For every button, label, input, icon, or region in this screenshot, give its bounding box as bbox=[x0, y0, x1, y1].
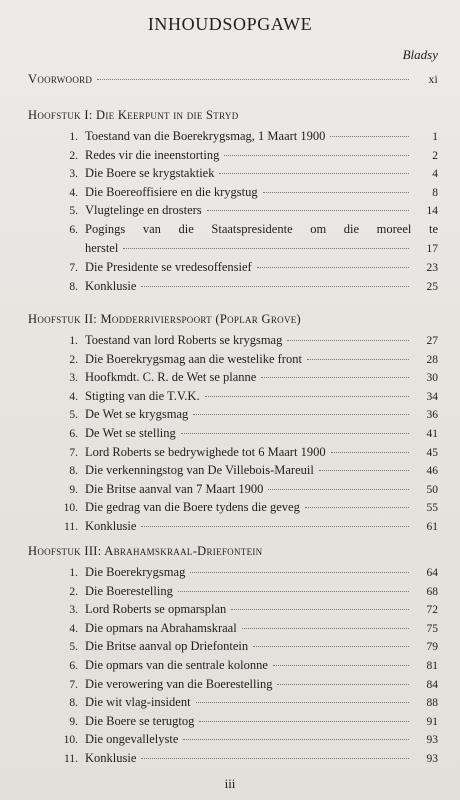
toc-entry[interactable] bbox=[28, 350, 438, 369]
entry-number: 11. bbox=[64, 752, 78, 765]
dot-leader bbox=[253, 646, 409, 647]
entry-page: 17 bbox=[426, 242, 438, 255]
entry-title: Die ongevallelyste bbox=[85, 732, 179, 747]
entry-title: Die Boere se terugtog bbox=[85, 713, 195, 728]
chapter-section-3 bbox=[28, 544, 438, 768]
entry-page: 34 bbox=[426, 390, 438, 403]
entry-title: Die Boerestelling bbox=[85, 583, 173, 598]
entry-page: 27 bbox=[426, 335, 438, 347]
toc-entry[interactable] bbox=[28, 749, 438, 768]
dot-leader bbox=[219, 173, 409, 174]
toc-entry[interactable] bbox=[28, 461, 438, 480]
entry-number: 1. bbox=[69, 335, 78, 347]
toc-entry[interactable] bbox=[28, 201, 438, 220]
toc-entry[interactable] bbox=[28, 656, 438, 675]
voorwoord-label: Voorwoord bbox=[28, 72, 93, 86]
entry-page: 61 bbox=[426, 520, 438, 533]
entry-number: 2. bbox=[69, 585, 78, 598]
voorwoord-page: xi bbox=[428, 74, 438, 86]
entry-page: 75 bbox=[426, 622, 438, 635]
toc-entry[interactable] bbox=[28, 637, 438, 656]
chapter-heading: Hoofstuk III: Abrahamskraal-Driefontein bbox=[28, 544, 263, 558]
entry-page: 4 bbox=[432, 168, 438, 181]
entry-number: 10. bbox=[63, 502, 78, 515]
dot-leader bbox=[261, 377, 409, 378]
toc-entry[interactable] bbox=[28, 331, 438, 350]
toc-entry[interactable] bbox=[28, 405, 438, 424]
entry-title: Hoofkmdt. C. R. de Wet se planne bbox=[85, 370, 257, 385]
dot-leader bbox=[242, 628, 409, 629]
entry-number: 6. bbox=[69, 659, 78, 672]
entry-number: 7. bbox=[69, 678, 78, 691]
toc-entry[interactable] bbox=[28, 368, 438, 387]
entry-page: 36 bbox=[426, 409, 438, 422]
entry-number: 3. bbox=[69, 168, 78, 181]
dot-leader bbox=[193, 414, 409, 415]
entry-page: 84 bbox=[426, 678, 438, 691]
toc-entry[interactable] bbox=[28, 127, 438, 146]
entry-number: 1. bbox=[69, 131, 78, 143]
entry-page: 72 bbox=[426, 604, 438, 617]
entry-title: Die Boerekrygsmag bbox=[85, 565, 186, 579]
toc-entry[interactable] bbox=[28, 480, 438, 499]
entry-title: Konklusie bbox=[85, 518, 137, 533]
entry-number: 8. bbox=[69, 280, 78, 293]
entry-number: 6. bbox=[69, 427, 78, 440]
dot-leader bbox=[199, 721, 409, 722]
entry-number: 2. bbox=[69, 149, 78, 162]
toc-entry[interactable] bbox=[28, 424, 438, 443]
dot-leader bbox=[207, 210, 409, 211]
entry-title: Die gedrag van die Boere tydens die geveg bbox=[85, 500, 300, 515]
entry-title: Konklusie bbox=[85, 750, 137, 765]
toc-entry[interactable] bbox=[28, 258, 438, 277]
entry-page: 55 bbox=[426, 502, 438, 515]
entry-title: Vlugtelinge en drosters bbox=[85, 203, 202, 218]
entry-page: 2 bbox=[432, 149, 438, 162]
dot-leader bbox=[273, 665, 409, 666]
chapter-heading: Hoofstuk II: Modderrivierspoort (Poplar Grove) bbox=[28, 312, 302, 326]
entry-number: 9. bbox=[69, 715, 78, 728]
entry-number: 4. bbox=[69, 390, 78, 403]
dot-leader bbox=[257, 267, 409, 268]
chapter-section-2 bbox=[28, 312, 438, 536]
entry-page: 93 bbox=[426, 752, 438, 765]
dot-leader bbox=[330, 136, 409, 137]
entry-page: 68 bbox=[426, 585, 438, 598]
entry-page: 81 bbox=[426, 659, 438, 672]
entry-number: 6. bbox=[69, 223, 78, 236]
entry-title: Die opmars van die sentrale kolonne bbox=[85, 657, 268, 672]
entry-title: Toestand van die Boerekrygsmag, 1 Maart 1900 bbox=[85, 129, 326, 143]
chapter-heading: Hoofstuk I: Die Keerpunt in die Stryd bbox=[28, 108, 239, 122]
dot-leader bbox=[196, 702, 409, 703]
entry-title: De Wet se krygsmag bbox=[85, 407, 189, 422]
entry-page: 28 bbox=[426, 353, 438, 366]
entry-page: 91 bbox=[426, 715, 438, 728]
toc-entry[interactable] bbox=[28, 146, 438, 165]
entry-title: Die Boerekrygsmag aan die westelike front bbox=[85, 351, 302, 366]
dot-leader bbox=[205, 396, 409, 397]
entry-title: Die Presidente se vredesoffensief bbox=[85, 260, 252, 275]
dot-leader bbox=[307, 359, 409, 360]
toc-entry[interactable] bbox=[28, 619, 438, 638]
toc-entry[interactable] bbox=[28, 693, 438, 712]
entry-number: 1. bbox=[69, 567, 78, 579]
toc-entry[interactable] bbox=[28, 517, 438, 536]
dot-leader bbox=[277, 684, 409, 685]
page-title: INHOUDSOPGAWE bbox=[147, 14, 313, 34]
page-number: iii bbox=[224, 776, 236, 791]
dot-leader bbox=[181, 433, 409, 434]
entry-number: 8. bbox=[69, 697, 78, 710]
entry-page: 1 bbox=[432, 131, 438, 143]
entry-page: 50 bbox=[426, 483, 438, 496]
toc-entry[interactable] bbox=[28, 387, 438, 406]
entry-title: Die verkenningstog van De Villebois-Mareuil bbox=[85, 463, 314, 478]
entry-title: Konklusie bbox=[85, 278, 137, 293]
entry-number: 3. bbox=[69, 372, 78, 385]
entry-title: Lord Roberts se opmarsplan bbox=[85, 602, 227, 617]
entry-title: Die Britse aanval op Driefontein bbox=[85, 639, 249, 654]
toc-entry[interactable] bbox=[28, 730, 438, 749]
entry-title: Die wit vlag-insident bbox=[85, 695, 191, 710]
entry-page: 25 bbox=[426, 280, 438, 293]
dot-leader bbox=[123, 248, 409, 249]
entry-title: Stigting van die T.V.K. bbox=[85, 388, 200, 403]
dot-leader bbox=[141, 758, 409, 759]
entry-title: Die opmars na Abrahamskraal bbox=[85, 620, 237, 635]
entry-title: Die Britse aanval van 7 Maart 1900 bbox=[85, 481, 264, 496]
entry-number: 5. bbox=[69, 205, 78, 218]
toc-entry[interactable] bbox=[28, 582, 438, 601]
entry-title: Lord Roberts se bedrywighede tot 6 Maart 1900 bbox=[85, 444, 326, 459]
entry-number: 9. bbox=[69, 483, 78, 496]
entry-title-continued: herstel bbox=[85, 240, 119, 255]
entry-title: Toestand van lord Roberts se krygsmag bbox=[85, 333, 283, 347]
dot-leader bbox=[190, 572, 409, 573]
voorwoord-entry bbox=[28, 72, 438, 87]
entry-number: 5. bbox=[69, 641, 78, 654]
entry-number: 10. bbox=[63, 734, 78, 747]
dot-leader bbox=[319, 470, 409, 471]
entry-page: 8 bbox=[432, 186, 438, 199]
entry-page: 30 bbox=[426, 372, 438, 385]
entry-title: Die Boere se krygstaktiek bbox=[85, 166, 215, 181]
entry-number: 4. bbox=[69, 622, 78, 635]
entry-number: 7. bbox=[69, 446, 78, 459]
entry-title: Die Boereoffisiere en die krygstug bbox=[85, 184, 258, 199]
entry-number: 4. bbox=[69, 186, 78, 199]
entry-number: 3. bbox=[69, 604, 78, 617]
dot-leader bbox=[183, 739, 409, 740]
dot-leader bbox=[263, 192, 409, 193]
dot-leader bbox=[141, 286, 409, 287]
dot-leader bbox=[268, 489, 409, 490]
toc-entry[interactable] bbox=[28, 220, 438, 258]
dot-leader bbox=[305, 507, 409, 508]
entry-page: 93 bbox=[426, 734, 438, 747]
page-column-label: Bladsy bbox=[402, 47, 438, 62]
entry-title: De Wet se stelling bbox=[85, 425, 176, 440]
toc-entry[interactable] bbox=[28, 498, 438, 517]
entry-number: 7. bbox=[69, 262, 78, 275]
entry-page: 79 bbox=[426, 641, 438, 654]
toc-entry[interactable] bbox=[28, 712, 438, 731]
dot-leader bbox=[141, 526, 409, 527]
chapter-section-1 bbox=[28, 108, 438, 295]
toc-entry[interactable] bbox=[28, 183, 438, 202]
entry-page: 23 bbox=[426, 262, 438, 275]
entry-title: Pogings van die Staatspresidente om die moreel te bbox=[85, 221, 438, 236]
toc-entry[interactable] bbox=[28, 164, 438, 183]
toc-entry[interactable] bbox=[28, 675, 438, 694]
dot-leader bbox=[331, 452, 409, 453]
entry-title: Die verowering van die Boerestelling bbox=[85, 676, 273, 691]
toc-entry[interactable] bbox=[28, 563, 438, 582]
entry-page: 41 bbox=[426, 427, 438, 440]
entry-number: 11. bbox=[64, 520, 78, 533]
entry-number: 8. bbox=[69, 465, 78, 478]
entry-page: 88 bbox=[426, 697, 438, 710]
entry-page: 46 bbox=[426, 465, 438, 478]
dot-leader bbox=[97, 79, 409, 80]
entry-page: 14 bbox=[426, 205, 438, 218]
entry-page: 64 bbox=[426, 567, 438, 579]
dot-leader bbox=[178, 591, 409, 592]
toc-entry[interactable] bbox=[28, 277, 438, 296]
dot-leader bbox=[231, 609, 409, 610]
toc-entry[interactable] bbox=[28, 600, 438, 619]
dot-leader bbox=[287, 340, 409, 341]
toc-entry[interactable] bbox=[28, 443, 438, 462]
entry-title: Redes vir die ineenstorting bbox=[85, 147, 220, 162]
dot-leader bbox=[224, 155, 409, 156]
entry-number: 2. bbox=[69, 353, 78, 366]
entry-page: 45 bbox=[426, 446, 438, 459]
entry-number: 5. bbox=[69, 409, 78, 422]
